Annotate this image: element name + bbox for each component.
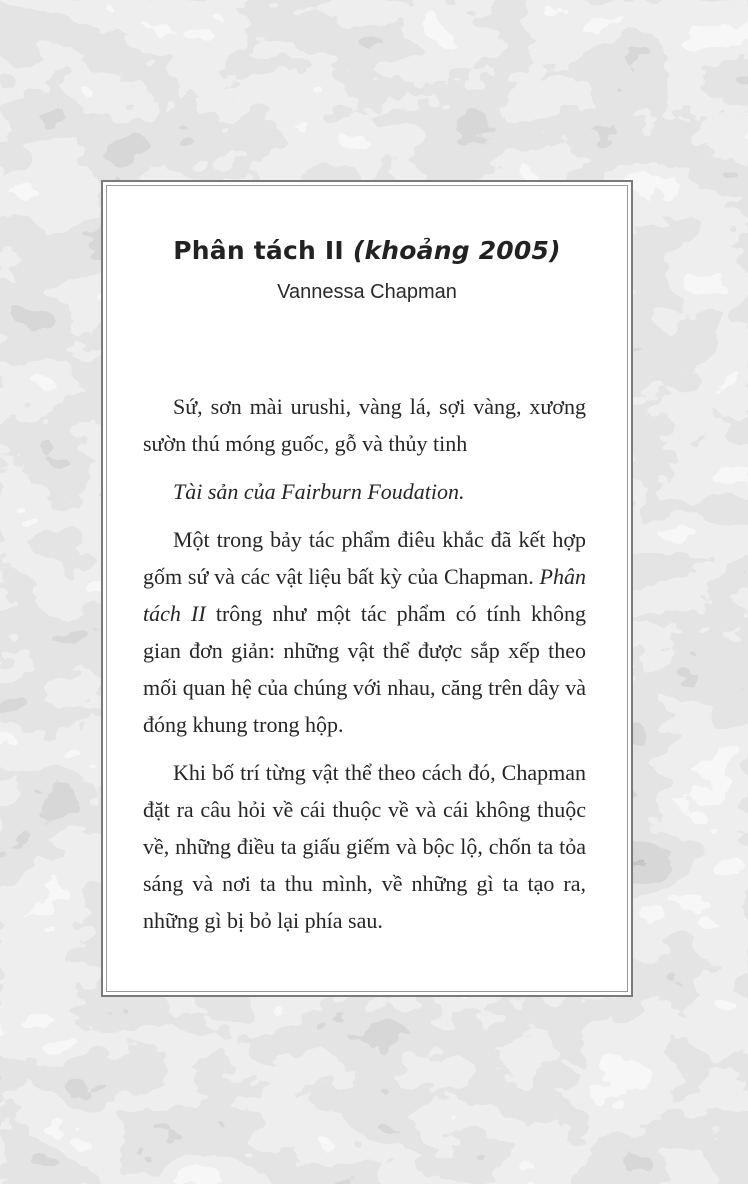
closing-paragraph: Khi bố trí từng vật thể theo cách đó, Chapman đặt ra câu hỏi về cái thuộc về và cái không thuộc về, những điều ta giấu giếm và bộc lộ, chốn ta tỏa sáng và nơi ta thu mình, về những gì ta tạo ra, những gì bị bỏ lại phía sau. <box>143 760 586 933</box>
artwork-date: (khoảng 2005) <box>352 236 561 265</box>
ownership-paragraph: Tài sản của Fairburn Foudation. <box>173 479 465 504</box>
materials-paragraph: Sứ, sơn mài urushi, vàng lá, sợi vàng, xương sườn thú móng guốc, gỗ và thủy tinh <box>143 394 586 456</box>
description-body <box>143 388 586 950</box>
description-lead: Một trong bảy tác phẩm điêu khắc đã kết hợp gốm sứ và các vật liệu bất kỳ của Chapman. <box>143 527 586 589</box>
artist-name: Vannessa Chapman <box>277 281 457 303</box>
artwork-title <box>103 236 631 265</box>
description-paragraph <box>143 521 586 743</box>
description-rest: trông như một tác phẩm có tính không gian đơn giản: những vật thể được sắp xếp theo mối quan hệ của chúng với nhau, căng trên dây và đóng khung trong hộp. <box>143 601 586 737</box>
description-work-title: Phân tách II <box>143 564 586 626</box>
artwork-title-main: Phân tách II <box>173 236 344 265</box>
text-card <box>101 180 633 997</box>
